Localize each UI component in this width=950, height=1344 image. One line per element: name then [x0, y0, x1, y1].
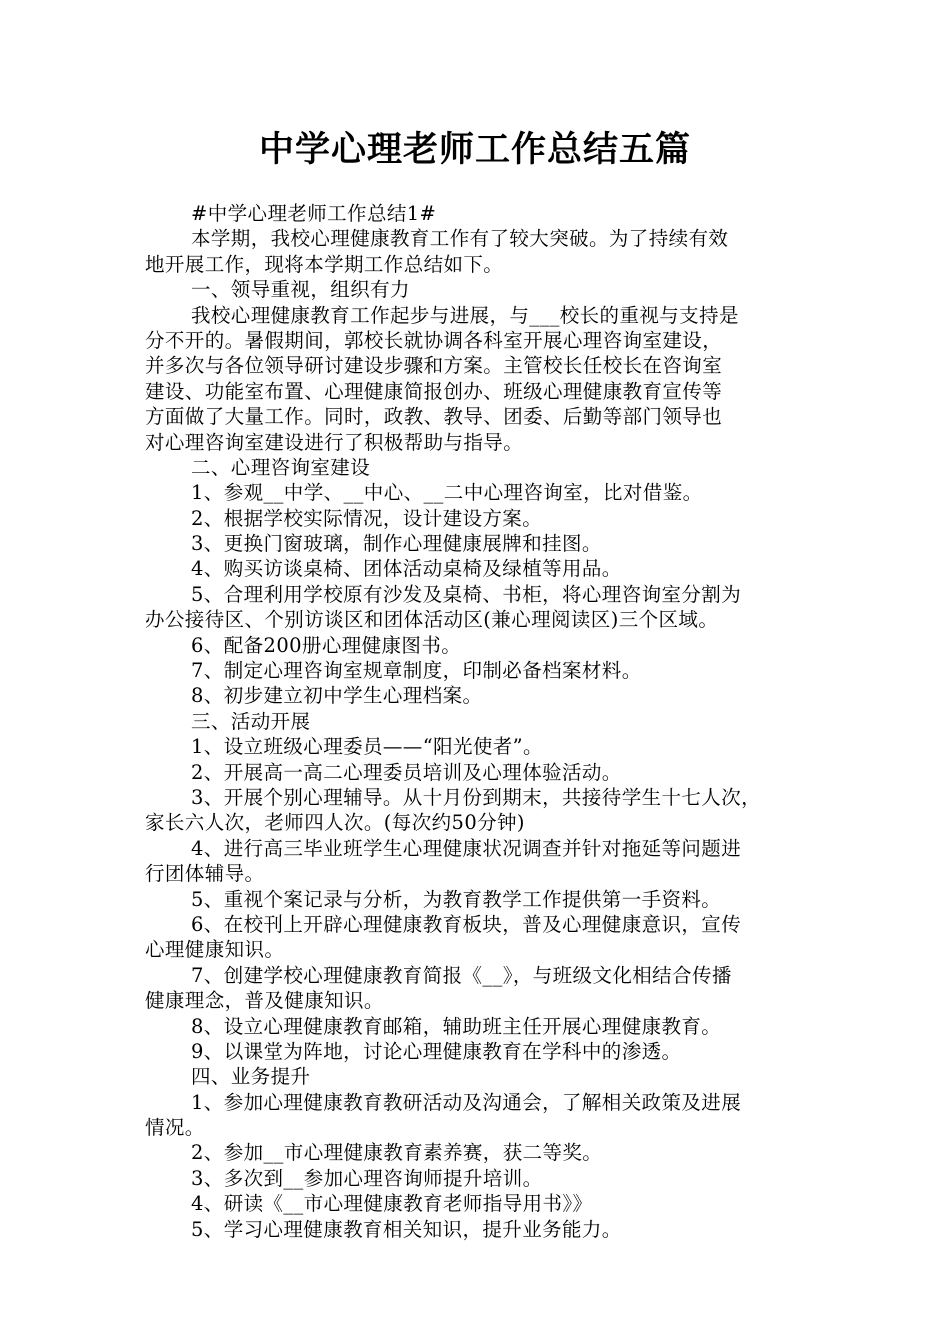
text-line: #中学心理老师工作总结1# — [191, 202, 437, 225]
text-line: 二、心理咨询室建设 — [191, 455, 371, 479]
text-line: 1、参加心理健康教育教研活动及沟通会，了解相关政策及进展 — [191, 1090, 742, 1114]
text-line: 一、领导重视，组织有力 — [191, 278, 410, 302]
text-line: 8、设立心理健康教育邮箱，辅助班主任开展心理健康教育。 — [191, 1014, 722, 1038]
text-line: 本学期，我校心理健康教育工作有了较大突破。为了持续有效 — [191, 227, 729, 251]
text-line: 4、研读《__市心理健康教育老师指导用书》》 — [191, 1192, 593, 1216]
text-line: 6、配备200册心理健康图书。 — [191, 633, 462, 657]
text-line: 5、合理利用学校原有沙发及桌椅、书柜，将心理咨询室分割为 — [191, 582, 742, 606]
text-line: 建设、功能室布置、心理健康简报创办、班级心理健康教育宣传等 — [145, 379, 723, 403]
text-line: 行团体辅导。 — [145, 862, 265, 886]
text-line: 6、在校刊上开辟心理健康教育板块，普及心理健康意识，宣传 — [191, 912, 742, 936]
text-line: 7、创建学校心理健康教育简报《__》，与班级文化相结合传播 — [191, 963, 732, 987]
text-line: 三、活动开展 — [191, 709, 311, 733]
text-line: 家长六人次，老师四人次。(每次约50分钟) — [145, 811, 525, 835]
text-line: 四、业务提升 — [191, 1065, 311, 1089]
text-line: 并多次与各位领导研讨建设步骤和方案。主管校长任校长在咨询室 — [145, 354, 723, 378]
text-line: 情况。 — [145, 1116, 205, 1140]
text-line: 1、参观__中学、__中心、__二中心理咨询室，比对借鉴。 — [191, 481, 703, 505]
document-title: 中学心理老师工作总结五篇 — [258, 130, 691, 170]
text-line: 3、多次到__参加心理咨询师提升培训。 — [191, 1166, 543, 1190]
text-line: 我校心理健康教育工作起步与进展，与___校长的重视与支持是 — [191, 303, 739, 327]
text-line: 地开展工作，现将本学期工作总结如下。 — [145, 252, 504, 276]
text-line: 心理健康知识。 — [145, 938, 285, 962]
text-line: 5、重视个案记录与分析，为教育教学工作提供第一手资料。 — [191, 887, 722, 911]
text-line: 2、开展高一高二心理委员培训及心理体验活动。 — [191, 760, 622, 784]
text-line: 方面做了大量工作。同时，政教、教导、团委、后勤等部门领导也 — [145, 405, 723, 429]
text-line: 2、参加__市心理健康教育素养赛，获二等奖。 — [191, 1141, 603, 1165]
text-line: 对心理咨询室建设进行了积极帮助与指导。 — [145, 430, 524, 454]
text-line: 健康理念，普及健康知识。 — [145, 989, 384, 1013]
text-line: 2、根据学校实际情况，设计建设方案。 — [191, 506, 543, 530]
text-line: 7、制定心理咨询室规章制度，印制必备档案材料。 — [191, 659, 642, 683]
text-line: 4、购买访谈桌椅、团体活动桌椅及绿植等用品。 — [191, 557, 622, 581]
text-line: 5、学习心理健康教育相关知识，提升业务能力。 — [191, 1217, 622, 1241]
text-line: 9、以课堂为阵地，讨论心理健康教育在学科中的渗透。 — [191, 1039, 682, 1063]
text-line: 8、初步建立初中学生心理档案。 — [191, 684, 483, 708]
text-line: 3、更换门窗玻璃，制作心理健康展牌和挂图。 — [191, 532, 602, 556]
document-body — [145, 201, 810, 1242]
text-line: 1、设立班级心理委员——“阳光使者”。 — [191, 735, 543, 759]
text-line: 4、进行高三毕业班学生心理健康状况调查并针对拖延等问题进 — [191, 836, 742, 860]
text-line: 分不开的。暑假期间，郭校长就协调各科室开展心理咨询室建设， — [145, 328, 723, 352]
text-line: 3、开展个别心理辅导。从十月份到期末，共接待学生十七人次， — [191, 785, 762, 809]
text-line: 办公接待区、个别访谈区和团体活动区(兼心理阅读区)三个区域。 — [145, 608, 719, 632]
